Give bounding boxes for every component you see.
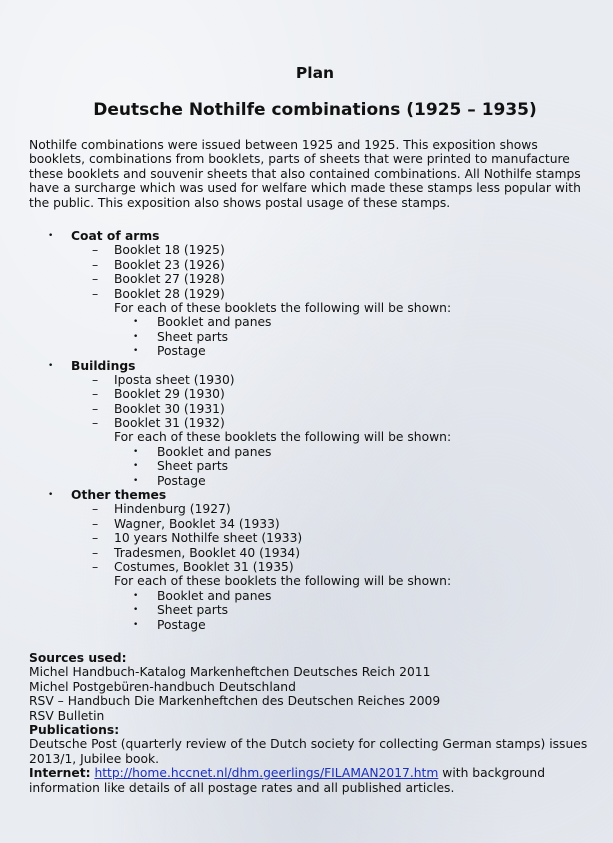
theme-row xyxy=(0,229,613,243)
shown-note-row xyxy=(0,301,613,315)
booklet-item xyxy=(0,258,613,272)
source-line: RSV – Handbuch Die Markenheftchen des Deutschen Reiches 2009 xyxy=(29,694,441,709)
shown-item-label: Booklet and panes xyxy=(157,588,272,603)
source-line: Michel Handbuch-Katalog Markenheftchen Deutsches Reich 2011 xyxy=(29,665,431,680)
shown-item-label: Postage xyxy=(157,344,206,359)
booklet-item xyxy=(0,560,613,574)
dash-icon: – xyxy=(92,531,99,546)
bullet-icon: • xyxy=(48,231,54,241)
dash-icon: – xyxy=(92,545,99,560)
shown-item xyxy=(0,603,613,617)
bullet-icon: • xyxy=(133,331,139,342)
shown-note: For each of these booklets the following will be shown: xyxy=(114,430,452,445)
shown-item-label: Postage xyxy=(157,473,206,488)
dash-icon: – xyxy=(92,272,99,287)
dash-icon: – xyxy=(92,387,99,402)
booklet-item xyxy=(0,517,613,531)
dash-icon: – xyxy=(92,257,99,272)
booklet-item-label: Hindenburg (1927) xyxy=(114,502,231,517)
booklet-item-label: Booklet 30 (1931) xyxy=(114,401,225,416)
source-line: Michel Postgebüren-handbuch Deutschland xyxy=(29,679,296,694)
dash-icon: – xyxy=(92,416,99,431)
internet-link[interactable]: http://home.hccnet.nl/dhm.geerlings/FILAMAN2017.htm xyxy=(94,766,439,781)
shown-item-label: Booklet and panes xyxy=(157,315,272,330)
source-line: RSV Bulletin xyxy=(29,708,105,723)
dash-icon: – xyxy=(92,372,99,387)
theme-row xyxy=(0,488,613,502)
booklet-item-label: Booklet 31 (1932) xyxy=(114,416,225,431)
bullet-icon: • xyxy=(48,360,54,371)
booklet-item xyxy=(0,402,613,416)
shown-item xyxy=(0,344,613,358)
booklet-item-label: Wagner, Booklet 34 (1933) xyxy=(114,516,280,531)
booklet-item xyxy=(0,531,613,545)
booklet-item-label: 10 years Nothilfe sheet (1933) xyxy=(114,531,303,546)
bullet-icon: • xyxy=(133,475,139,486)
theme-label: Coat of arms xyxy=(71,229,160,243)
publication-line: Deutsche Post (quarterly review of the Dutch society for collecting German stamps) issues xyxy=(29,737,588,752)
booklet-item xyxy=(0,387,613,401)
shown-item xyxy=(0,315,613,329)
theme-label: Buildings xyxy=(71,358,136,373)
bullet-icon: • xyxy=(133,461,139,472)
internet-label: Internet: xyxy=(29,766,91,781)
booklet-item-label: Booklet 28 (1929) xyxy=(114,286,225,301)
sources-section xyxy=(29,651,589,795)
booklet-item xyxy=(0,243,613,257)
booklet-item-label: Tradesmen, Booklet 40 (1934) xyxy=(114,545,300,560)
booklet-item-label: Booklet 23 (1926) xyxy=(114,257,225,272)
internet-line-2: information like details of all postage rates and all published articles. xyxy=(29,780,455,795)
booklet-item xyxy=(0,416,613,430)
dash-icon: – xyxy=(92,559,99,574)
shown-item-label: Sheet parts xyxy=(157,459,229,474)
publication-line: 2013/1, Jubilee book. xyxy=(29,751,160,766)
bullet-icon: • xyxy=(48,490,54,501)
bullet-icon: • xyxy=(133,346,139,357)
shown-note-row xyxy=(0,574,613,588)
page-subtitle: Deutsche Nothilfe combinations (1925 – 1935) xyxy=(93,100,537,120)
shown-note: For each of these booklets the following will be shown: xyxy=(114,574,452,589)
bullet-icon: • xyxy=(133,605,139,616)
booklet-item xyxy=(0,287,613,301)
internet-after-text: with background xyxy=(438,766,546,781)
shown-item xyxy=(0,459,613,473)
shown-item-label: Postage xyxy=(157,617,206,632)
dash-icon: – xyxy=(92,401,99,416)
shown-item-label: Sheet parts xyxy=(157,603,229,618)
booklet-item xyxy=(0,272,613,286)
shown-item-label: Booklet and panes xyxy=(157,444,272,459)
booklet-item-label: Booklet 29 (1930) xyxy=(114,387,225,402)
shown-note: For each of these booklets the following will be shown: xyxy=(114,300,452,315)
shown-item xyxy=(0,330,613,344)
plan-outline xyxy=(0,229,613,632)
booklet-item-label: Costumes, Booklet 31 (1935) xyxy=(114,559,294,574)
shown-item xyxy=(0,618,613,632)
bullet-icon: • xyxy=(133,590,139,601)
shown-item-label: Sheet parts xyxy=(157,329,229,344)
booklet-item xyxy=(0,546,613,560)
booklet-item xyxy=(0,373,613,387)
bullet-icon: • xyxy=(133,619,139,630)
bullet-icon: • xyxy=(133,446,139,457)
shown-note-row xyxy=(0,430,613,444)
internet-line xyxy=(29,766,589,780)
dash-icon: – xyxy=(92,502,99,517)
bullet-icon: • xyxy=(133,317,139,328)
page-title: Plan xyxy=(295,64,335,82)
theme-label: Other themes xyxy=(71,488,167,503)
publications-heading: Publications: xyxy=(29,723,120,738)
dash-icon: – xyxy=(92,243,99,258)
dash-icon: – xyxy=(92,286,99,301)
intro-paragraph: Nothilfe combinations were issued between 1925 and 1925. This exposition shows booklets, combinations from booklets, parts of sheets that were printed to manufacture these booklets and souvenir sheets that also contained combinations. All Nothilfe stamps have a surcharge which was used for welfare which made these stamps less popular with the public. This exposition also shows postal usage of these stamps. xyxy=(29,138,581,210)
booklet-item-label: Iposta sheet (1930) xyxy=(114,372,235,387)
booklet-item-label: Booklet 18 (1925) xyxy=(114,243,225,258)
theme-row xyxy=(0,359,613,373)
shown-item xyxy=(0,589,613,603)
dash-icon: – xyxy=(92,516,99,531)
shown-item xyxy=(0,445,613,459)
sources-heading: Sources used: xyxy=(29,651,127,665)
booklet-item-label: Booklet 27 (1928) xyxy=(114,272,225,287)
booklet-item xyxy=(0,502,613,516)
shown-item xyxy=(0,474,613,488)
